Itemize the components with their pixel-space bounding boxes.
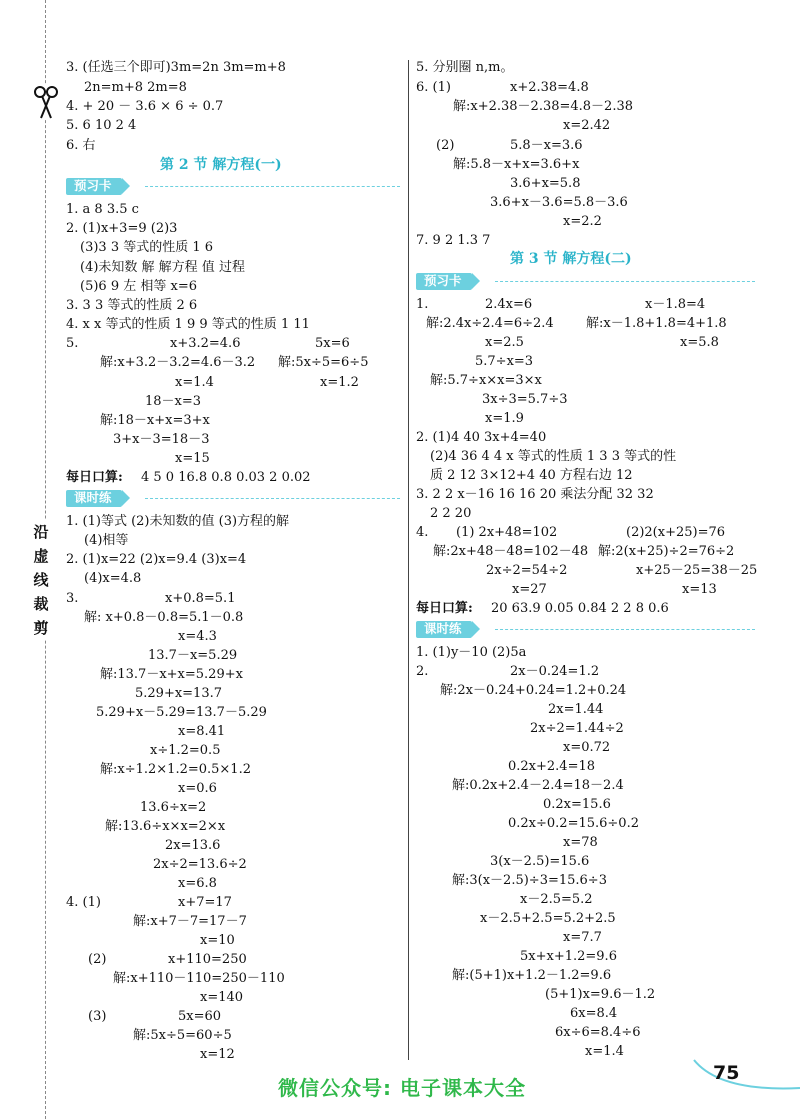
text-line: x=2.5 — [485, 335, 524, 350]
text-line: 5x=6 — [315, 336, 350, 351]
page-number: 75 — [713, 1062, 740, 1084]
text-line: 2x－0.24=1.2 — [510, 664, 600, 679]
text-line: 6x=8.4 — [570, 1006, 618, 1021]
text-line: 解:x+2.38－2.38=4.8－2.38 — [453, 99, 634, 114]
text-line: 0.2x÷0.2=15.6÷0.2 — [508, 816, 639, 831]
practice-tag: 课时练 — [416, 621, 472, 638]
text-line: 3. — [66, 591, 79, 606]
scissors-icon — [33, 84, 59, 120]
text-line: 解:5.7÷x×x=3×x — [430, 373, 542, 388]
text-line: 20 63.9 0.05 0.84 2 2 8 0.6 — [491, 601, 669, 616]
preview-tag: 预习卡 — [416, 273, 472, 290]
text-line: (4)相等 — [84, 533, 129, 548]
text-line: x+3.2=4.6 — [170, 336, 241, 351]
text-line: 解:13.6÷x×x=2×x — [105, 819, 226, 834]
text-line: x=5.8 — [680, 335, 719, 350]
page-number-decoration — [690, 1052, 800, 1112]
text-line: 5x=60 — [178, 1009, 222, 1024]
text-line: x－2.5=5.2 — [520, 892, 593, 907]
text-line: 解:x+7－7=17－7 — [133, 914, 247, 929]
text-line: x=10 — [200, 933, 235, 948]
text-line: x=13 — [682, 582, 717, 597]
text-line: x=1.4 — [175, 375, 214, 390]
text-line: 1. a 8 3.5 c — [66, 202, 139, 217]
text-line: 5.8－x=3.6 — [510, 138, 583, 153]
text-line: (2) — [436, 138, 455, 153]
text-line: x÷1.2=0.5 — [150, 743, 221, 758]
text-line: 1. (1)y－10 (2)5a — [416, 645, 527, 660]
section-title: 第 3 节 解方程(二) — [510, 251, 632, 267]
text-line: 3(x－2.5)=15.6 — [490, 854, 590, 869]
text-line: 4. x x 等式的性质 1 9 9 等式的性质 1 11 — [66, 317, 310, 332]
text-line: 5. 6 10 2 4 — [66, 118, 137, 133]
text-line: 解:2.4x÷2.4=6÷2.4 — [426, 316, 554, 331]
text-line: x－1.8=4 — [645, 297, 706, 312]
text-line: x－2.5+2.5=5.2+2.5 — [480, 911, 616, 926]
text-line: x=78 — [563, 835, 598, 850]
text-line: 7. 9 2 1.3 7 — [416, 233, 491, 248]
text-line: 5. 分别圈 n,m。 — [416, 60, 514, 75]
text-line: 2.4x=6 — [485, 297, 533, 312]
text-line: 解:5x÷5=6÷5 — [278, 355, 369, 370]
text-line: x+2.38=4.8 — [510, 80, 589, 95]
text-line: 13.6÷x=2 — [140, 800, 207, 815]
daily-calc-label: 每日口算: — [66, 470, 123, 485]
text-line: 4. — [416, 525, 429, 540]
text-line: x=0.72 — [563, 740, 611, 755]
text-line: (4)未知数 解 解方程 值 过程 — [80, 260, 245, 275]
text-line: 解:2(x+25)÷2=76÷2 — [598, 544, 735, 559]
text-line: 0.2x+2.4=18 — [508, 759, 596, 774]
text-line: 3+x－3=18－3 — [113, 432, 210, 447]
text-line: x=7.7 — [563, 930, 602, 945]
text-line: 解:(5+1)x+1.2－1.2=9.6 — [452, 968, 612, 983]
section-title: 第 2 节 解方程(一) — [160, 157, 282, 173]
text-line: 3.6+x=5.8 — [510, 176, 581, 191]
text-line: 解:x－1.8+1.8=4+1.8 — [586, 316, 727, 331]
text-line: 5. — [66, 336, 79, 351]
text-line: x=8.41 — [178, 724, 226, 739]
text-line: 解:2x+48－48=102－48 — [433, 544, 589, 559]
watermark-text: 微信公众号: 电子课本大全 — [278, 1076, 526, 1100]
text-line: x=2.2 — [563, 214, 602, 229]
text-line: 4. (1) — [66, 895, 101, 910]
text-line: (2) — [88, 952, 107, 967]
text-line: 解:2x－0.24+0.24=1.2+0.24 — [440, 683, 627, 698]
preview-tag: 预习卡 — [66, 178, 122, 195]
text-line: x=0.6 — [178, 781, 217, 796]
text-line: 解:x+3.2－3.2=4.6－3.2 — [100, 355, 256, 370]
tag-divider — [495, 629, 755, 630]
text-line: (4)x=4.8 — [84, 571, 142, 586]
text-line: x=140 — [200, 990, 244, 1005]
text-line: x+110=250 — [168, 952, 247, 967]
text-line: 1. (1)等式 (2)未知数的值 (3)方程的解 — [66, 514, 290, 529]
text-line: 4. + 20 － 3.6 × 6 ÷ 0.7 — [66, 99, 224, 114]
text-line: 解:0.2x+2.4－2.4=18－2.4 — [452, 778, 624, 793]
text-line: 2x=13.6 — [165, 838, 221, 853]
text-line: (1) 2x+48=102 — [456, 525, 558, 540]
text-line: (5+1)x=9.6－1.2 — [545, 987, 656, 1002]
text-line: (5)6 9 左 相等 x=6 — [80, 279, 197, 294]
text-line: 6x÷6=8.4÷6 — [555, 1025, 641, 1040]
text-line: 5.29+x－5.29=13.7－5.29 — [96, 705, 267, 720]
text-line: (3)3 3 等式的性质 1 6 — [80, 240, 214, 255]
text-line: 3. (任选三个即可)3m=2n 3m=m+8 — [66, 60, 286, 75]
daily-calc-label: 每日口算: — [416, 601, 473, 616]
text-line: x=2.42 — [563, 118, 611, 133]
text-line: (2)4 36 4 4 x 等式的性质 1 3 3 等式的性 — [430, 449, 677, 464]
tag-divider — [145, 498, 400, 499]
text-line: x=15 — [175, 451, 210, 466]
text-line: x=4.3 — [178, 629, 217, 644]
practice-tag: 课时练 — [66, 490, 122, 507]
text-line: x=27 — [512, 582, 547, 597]
text-line: 5x+x+1.2=9.6 — [520, 949, 617, 964]
text-line: 解:5.8－x+x=3.6+x — [453, 157, 580, 172]
text-line: 6. 右 — [66, 138, 96, 153]
text-line: 2. (1)4 40 3x+4=40 — [416, 430, 547, 445]
text-line: 5.7÷x=3 — [475, 354, 534, 369]
tag-divider — [145, 186, 400, 187]
text-line: 2x÷2=1.44÷2 — [530, 721, 624, 736]
text-line: 13.7－x=5.29 — [148, 648, 238, 663]
text-line: 2x÷2=13.6÷2 — [153, 857, 247, 872]
text-line: 1. — [416, 297, 429, 312]
text-line: 解:x+110－110=250－110 — [113, 971, 285, 986]
text-line: 3. 2 2 x－16 16 16 20 乘法分配 32 32 — [416, 487, 654, 502]
text-line: 0.2x=15.6 — [543, 797, 611, 812]
text-line: x=6.8 — [178, 876, 217, 891]
cut-instruction: 沿虚线裁剪 — [30, 520, 52, 640]
text-line: 6. (1) — [416, 80, 451, 95]
text-line: (3) — [88, 1009, 107, 1024]
text-line: 解:18－x+x=3+x — [100, 413, 210, 428]
text-line: (2)2(x+25)=76 — [626, 525, 726, 540]
text-line: 解:5x÷5=60÷5 — [133, 1028, 232, 1043]
text-line: 解:3(x－2.5)÷3=15.6÷3 — [452, 873, 607, 888]
tag-divider — [495, 281, 755, 282]
column-divider — [408, 60, 409, 1060]
text-line: 3.6+x－3.6=5.8－3.6 — [490, 195, 628, 210]
text-line: 2. — [416, 664, 429, 679]
text-line: 2. (1)x=22 (2)x=9.4 (3)x=4 — [66, 552, 247, 567]
text-line: 2x÷2=54÷2 — [486, 563, 568, 578]
text-line: 18－x=3 — [145, 394, 202, 409]
text-line: 解: x+0.8－0.8=5.1－0.8 — [84, 610, 244, 625]
text-line: x=12 — [200, 1047, 235, 1062]
text-line: 解:x÷1.2×1.2=0.5×1.2 — [100, 762, 251, 777]
text-line: x+25－25=38－25 — [636, 563, 758, 578]
text-line: x+7=17 — [178, 895, 232, 910]
text-line: x+0.8=5.1 — [165, 591, 236, 606]
text-line: 5.29+x=13.7 — [135, 686, 223, 701]
text-line: 2. (1)x+3=9 (2)3 — [66, 221, 178, 236]
text-line: 2n=m+8 2m=8 — [84, 80, 187, 95]
text-line: 3x÷3=5.7÷3 — [482, 392, 568, 407]
text-line: 3. 3 3 等式的性质 2 6 — [66, 298, 198, 313]
text-line: 质 2 12 3×12+4 40 方程右边 12 — [430, 468, 633, 483]
text-line: 解:13.7－x+x=5.29+x — [100, 667, 243, 682]
text-line: x=1.4 — [585, 1044, 624, 1059]
text-line: 2 2 20 — [430, 506, 472, 521]
text-line: x=1.9 — [485, 411, 524, 426]
text-line: 2x=1.44 — [548, 702, 604, 717]
text-line: x=1.2 — [320, 375, 359, 390]
text-line: 4 5 0 16.8 0.8 0.03 2 0.02 — [141, 470, 311, 485]
